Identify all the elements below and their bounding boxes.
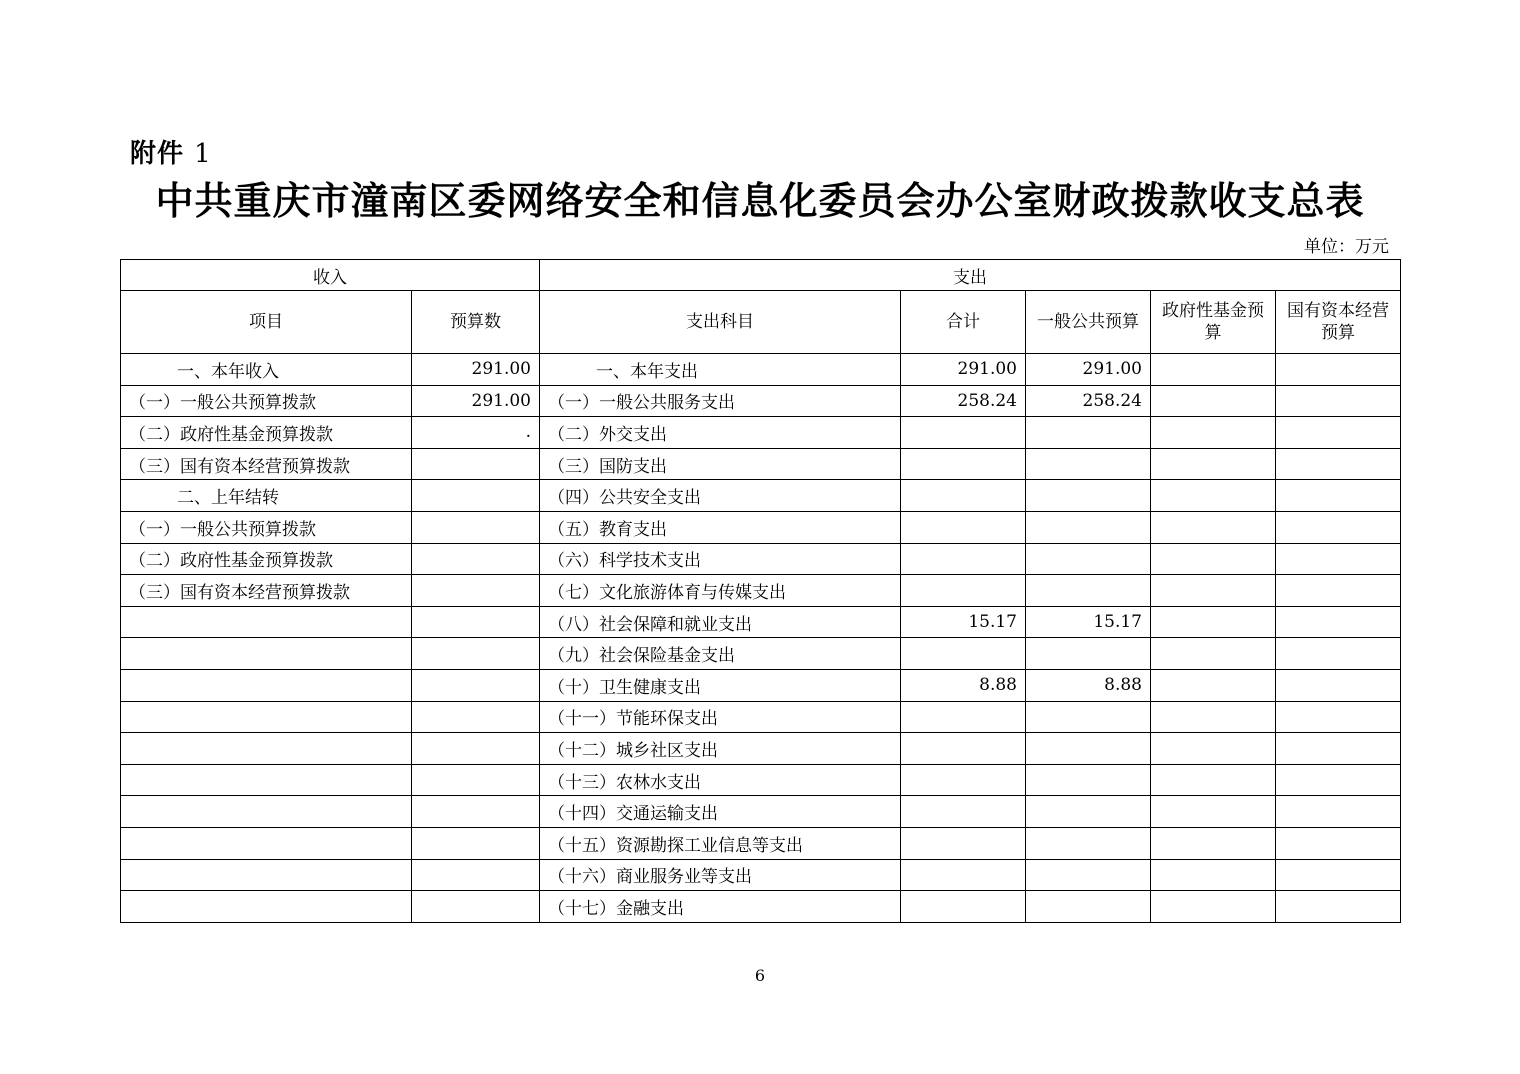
general-public-header bbox=[1026, 291, 1151, 354]
row-budget-cell bbox=[412, 859, 540, 891]
row-fund-cell bbox=[1151, 480, 1276, 512]
row-subject-cell: （四）公共安全支出 bbox=[540, 480, 901, 512]
table-row bbox=[121, 764, 1401, 796]
row-item-cell bbox=[121, 606, 412, 638]
row-budget-cell bbox=[412, 764, 540, 796]
row-general-cell bbox=[1026, 701, 1151, 733]
row-general-cell: 8.88 bbox=[1026, 669, 1151, 701]
page-number: 6 bbox=[754, 966, 766, 985]
table-row bbox=[121, 733, 1401, 765]
row-fund-cell bbox=[1151, 891, 1276, 923]
table-row bbox=[121, 543, 1401, 575]
table-row bbox=[121, 859, 1401, 891]
row-total-cell bbox=[901, 638, 1026, 670]
row-subject-cell: （三）国防支出 bbox=[540, 448, 901, 480]
row-item-cell bbox=[121, 733, 412, 765]
table-row bbox=[121, 511, 1401, 543]
row-item-cell: 一、本年收入 bbox=[121, 354, 412, 386]
row-total-cell: 291.00 bbox=[901, 354, 1026, 386]
row-budget-cell: 291.00 bbox=[412, 354, 540, 386]
row-general-cell bbox=[1026, 543, 1151, 575]
row-fund-cell bbox=[1151, 669, 1276, 701]
row-capital-cell bbox=[1276, 891, 1401, 923]
row-subject-cell: （十一）节能环保支出 bbox=[540, 701, 901, 733]
row-subject-cell: （十七）金融支出 bbox=[540, 891, 901, 923]
row-fund-cell bbox=[1151, 511, 1276, 543]
row-fund-cell bbox=[1151, 575, 1276, 607]
row-item-cell: （二）政府性基金预算拨款 bbox=[121, 417, 412, 449]
income-header: 收入 bbox=[121, 260, 540, 291]
row-total-cell bbox=[901, 733, 1026, 765]
page-title: 中共重庆市潼南区委网络安全和信息化委员会办公室财政拨款收支总表 bbox=[155, 178, 1365, 223]
row-total-cell bbox=[901, 543, 1026, 575]
row-capital-cell bbox=[1276, 417, 1401, 449]
row-capital-cell bbox=[1276, 733, 1401, 765]
row-budget-cell bbox=[412, 733, 540, 765]
row-capital-cell bbox=[1276, 511, 1401, 543]
row-fund-cell bbox=[1151, 701, 1276, 733]
row-general-cell bbox=[1026, 796, 1151, 828]
row-budget-cell bbox=[412, 638, 540, 670]
row-budget-cell bbox=[412, 480, 540, 512]
row-general-cell bbox=[1026, 733, 1151, 765]
row-subject-cell: （一）一般公共服务支出 bbox=[540, 385, 901, 417]
row-capital-cell bbox=[1276, 575, 1401, 607]
row-budget-cell bbox=[412, 543, 540, 575]
row-fund-cell bbox=[1151, 606, 1276, 638]
row-subject-cell: （七）文化旅游体育与传媒支出 bbox=[540, 575, 901, 607]
attachment-number: 1 bbox=[194, 139, 212, 169]
row-fund-cell bbox=[1151, 543, 1276, 575]
row-general-cell bbox=[1026, 575, 1151, 607]
gov-fund-header bbox=[1151, 291, 1276, 354]
row-subject-cell: （十六）商业服务业等支出 bbox=[540, 859, 901, 891]
row-capital-cell bbox=[1276, 764, 1401, 796]
row-general-cell: 15.17 bbox=[1026, 606, 1151, 638]
row-capital-cell bbox=[1276, 480, 1401, 512]
row-subject-cell: （十四）交通运输支出 bbox=[540, 796, 901, 828]
row-total-cell bbox=[901, 859, 1026, 891]
row-subject-cell: （十）卫生健康支出 bbox=[540, 669, 901, 701]
table-row bbox=[121, 638, 1401, 670]
row-fund-cell bbox=[1151, 448, 1276, 480]
row-fund-cell bbox=[1151, 733, 1276, 765]
header-row-groups bbox=[121, 260, 1401, 291]
row-total-cell bbox=[901, 764, 1026, 796]
gov-fund-header-text: 政府性基金预算 bbox=[1162, 301, 1264, 343]
row-capital-cell bbox=[1276, 354, 1401, 386]
row-general-cell bbox=[1026, 638, 1151, 670]
attachment-text: 附件 bbox=[130, 139, 185, 169]
row-subject-cell: （八）社会保障和就业支出 bbox=[540, 606, 901, 638]
row-capital-cell bbox=[1276, 859, 1401, 891]
row-item-cell: 二、上年结转 bbox=[121, 480, 412, 512]
row-capital-cell bbox=[1276, 796, 1401, 828]
table-row bbox=[121, 669, 1401, 701]
row-budget-cell: 291.00 bbox=[412, 385, 540, 417]
row-subject-cell: （二）外交支出 bbox=[540, 417, 901, 449]
row-budget-cell bbox=[412, 827, 540, 859]
row-item-cell bbox=[121, 669, 412, 701]
table-row bbox=[121, 480, 1401, 512]
row-fund-cell bbox=[1151, 796, 1276, 828]
budget-summary-table bbox=[120, 259, 1401, 923]
row-capital-cell bbox=[1276, 385, 1401, 417]
row-budget-cell: . bbox=[412, 417, 540, 449]
row-fund-cell bbox=[1151, 827, 1276, 859]
unit-label: 单位：万元 bbox=[1304, 237, 1389, 257]
row-capital-cell bbox=[1276, 638, 1401, 670]
total-header: 合计 bbox=[901, 291, 1026, 354]
row-item-cell bbox=[121, 827, 412, 859]
table-row bbox=[121, 575, 1401, 607]
row-total-cell bbox=[901, 701, 1026, 733]
general-public-header-text: 一般公共预算 bbox=[1037, 312, 1139, 332]
row-total-cell bbox=[901, 796, 1026, 828]
row-general-cell bbox=[1026, 448, 1151, 480]
row-item-cell bbox=[121, 638, 412, 670]
row-total-cell: 8.88 bbox=[901, 669, 1026, 701]
row-fund-cell bbox=[1151, 859, 1276, 891]
row-budget-cell bbox=[412, 448, 540, 480]
row-item-cell: （一）一般公共预算拨款 bbox=[121, 511, 412, 543]
state-capital-header bbox=[1276, 291, 1401, 354]
row-total-cell bbox=[901, 891, 1026, 923]
row-general-cell bbox=[1026, 480, 1151, 512]
header-row-columns bbox=[121, 291, 1401, 354]
row-item-cell bbox=[121, 764, 412, 796]
row-general-cell: 291.00 bbox=[1026, 354, 1151, 386]
row-item-cell: （三）国有资本经营预算拨款 bbox=[121, 575, 412, 607]
row-item-cell: （二）政府性基金预算拨款 bbox=[121, 543, 412, 575]
budget-header: 预算数 bbox=[412, 291, 540, 354]
row-total-cell bbox=[901, 448, 1026, 480]
row-fund-cell bbox=[1151, 354, 1276, 386]
row-general-cell bbox=[1026, 891, 1151, 923]
row-general-cell bbox=[1026, 859, 1151, 891]
expense-subject-header: 支出科目 bbox=[540, 291, 901, 354]
item-header: 项目 bbox=[121, 291, 412, 354]
row-general-cell bbox=[1026, 764, 1151, 796]
row-capital-cell bbox=[1276, 827, 1401, 859]
row-budget-cell bbox=[412, 575, 540, 607]
expense-header: 支出 bbox=[540, 260, 1401, 291]
row-subject-cell: （十三）农林水支出 bbox=[540, 764, 901, 796]
row-total-cell bbox=[901, 417, 1026, 449]
row-capital-cell bbox=[1276, 701, 1401, 733]
row-subject-cell: （五）教育支出 bbox=[540, 511, 901, 543]
row-total-cell: 15.17 bbox=[901, 606, 1026, 638]
row-general-cell: 258.24 bbox=[1026, 385, 1151, 417]
state-capital-header-text: 国有资本经营预算 bbox=[1287, 301, 1390, 343]
row-total-cell: 258.24 bbox=[901, 385, 1026, 417]
row-subject-cell: 一、本年支出 bbox=[540, 354, 901, 386]
row-fund-cell bbox=[1151, 764, 1276, 796]
row-general-cell bbox=[1026, 511, 1151, 543]
attachment-label bbox=[130, 133, 212, 170]
row-budget-cell bbox=[412, 891, 540, 923]
row-budget-cell bbox=[412, 701, 540, 733]
table-row bbox=[121, 891, 1401, 923]
row-item-cell bbox=[121, 701, 412, 733]
row-subject-cell: （六）科学技术支出 bbox=[540, 543, 901, 575]
table-row bbox=[121, 354, 1401, 386]
row-total-cell bbox=[901, 827, 1026, 859]
row-fund-cell bbox=[1151, 417, 1276, 449]
table-row bbox=[121, 701, 1401, 733]
table-row bbox=[121, 606, 1401, 638]
row-item-cell bbox=[121, 891, 412, 923]
table-row bbox=[121, 417, 1401, 449]
row-general-cell bbox=[1026, 827, 1151, 859]
row-item-cell: （三）国有资本经营预算拨款 bbox=[121, 448, 412, 480]
row-total-cell bbox=[901, 575, 1026, 607]
row-item-cell bbox=[121, 796, 412, 828]
table-row bbox=[121, 448, 1401, 480]
table-body bbox=[121, 354, 1401, 923]
table-row bbox=[121, 796, 1401, 828]
row-capital-cell bbox=[1276, 606, 1401, 638]
row-subject-cell: （九）社会保险基金支出 bbox=[540, 638, 901, 670]
table-row bbox=[121, 827, 1401, 859]
row-general-cell bbox=[1026, 417, 1151, 449]
row-item-cell bbox=[121, 859, 412, 891]
row-total-cell bbox=[901, 480, 1026, 512]
row-budget-cell bbox=[412, 511, 540, 543]
row-budget-cell bbox=[412, 796, 540, 828]
row-fund-cell bbox=[1151, 385, 1276, 417]
row-subject-cell: （十二）城乡社区支出 bbox=[540, 733, 901, 765]
row-capital-cell bbox=[1276, 543, 1401, 575]
row-capital-cell bbox=[1276, 669, 1401, 701]
row-budget-cell bbox=[412, 669, 540, 701]
row-item-cell: （一）一般公共预算拨款 bbox=[121, 385, 412, 417]
row-fund-cell bbox=[1151, 638, 1276, 670]
table-row bbox=[121, 385, 1401, 417]
row-capital-cell bbox=[1276, 448, 1401, 480]
row-budget-cell bbox=[412, 606, 540, 638]
row-subject-cell: （十五）资源勘探工业信息等支出 bbox=[540, 827, 901, 859]
row-total-cell bbox=[901, 511, 1026, 543]
